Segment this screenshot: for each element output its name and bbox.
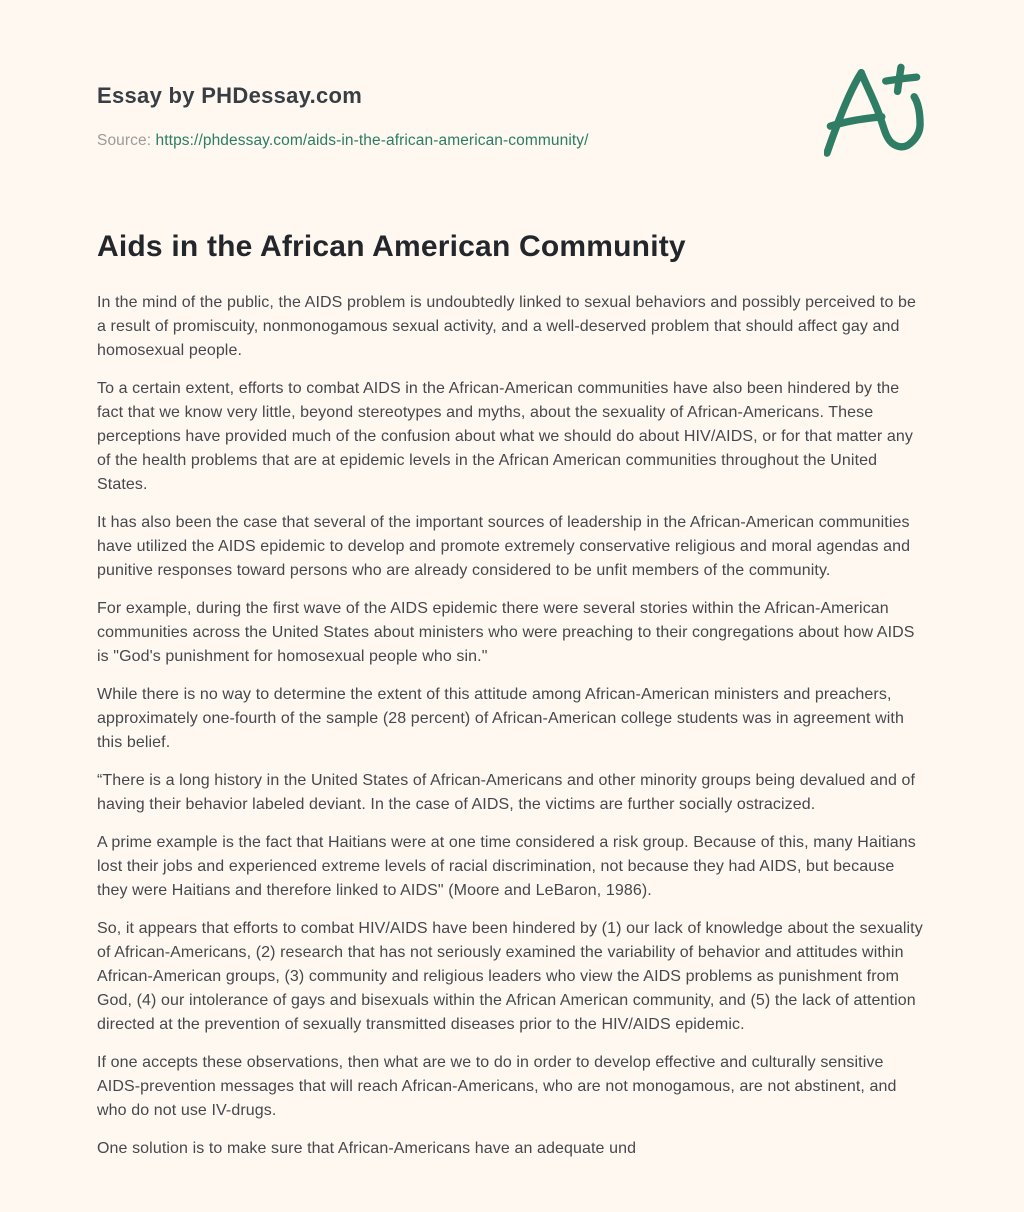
essay-paragraph: While there is no way to determine the extent of this attitude among African-American ministers and preachers, approximately one-fourth of the sample (28 percent) of African-American college students was in agreement with this belief.: [97, 686, 904, 751]
essay-paragraph: It has also been the case that several of the important sources of leadership in the African-American communities have utilized the AIDS epidemic to develop and promote extremely conservative religious and moral agendas and punitive responses toward persons who are already considered to be unfit members of the community.: [97, 514, 911, 579]
essay-title: Aids in the African American Community: [97, 230, 686, 263]
essay-body: [97, 291, 925, 1161]
essay-paragraph: In the mind of the public, the AIDS problem is undoubtedly linked to sexual behaviors and possibly perceived to be a result of promiscuity, nonmonogamous sexual activity, and a well-deserved problem that should affect gay and homosexual people.: [97, 294, 917, 359]
essay-paragraph: If one accepts these observations, then what are we to do in order to develop effective and culturally sensitive AIDS-prevention messages that will reach African-Americans, who are not monogamous, are not abstinent, and who do not use IV-drugs.: [97, 1054, 897, 1119]
source-label: Source:: [97, 132, 152, 149]
source-url-link[interactable]: https://phdessay.com/aids-in-the-african-american-community/: [155, 132, 589, 149]
essay-paragraph: One solution is to make sure that African-Americans have an adequate und: [97, 1140, 637, 1157]
essay-paragraph: So, it appears that efforts to combat HIV/AIDS have been hindered by (1) our lack of knowledge about the sexuality of African-Americans, (2) research that has not seriously examined the variability of behavior and attitudes within African-American groups, (3) community and religious leaders who view the AIDS problems as punishment from God, (4) our intolerance of gays and bisexuals within the African American community, and (5) the lack of attention directed at the prevention of sexually transmitted diseases prior to the HIV/AIDS epidemic.: [97, 920, 923, 1033]
a-plus-logo-icon: [824, 60, 924, 158]
brand-header: Essay by PHDessay.com: [97, 83, 363, 108]
essay-paragraph: To a certain extent, efforts to combat AIDS in the African-American communities have also been hindered by the fact that we know very little, beyond stereotypes and myths, about the sexuality of African-Americans. These perceptions have provided much of the confusion about what we should do about HIV/AIDS, or for that matter any of the health problems that are at epidemic levels in the African American communities throughout the United States.: [97, 380, 913, 493]
essay-paragraph: “There is a long history in the United States of African-Americans and other minority groups being devalued and of having their behavior labeled deviant. In the case of AIDS, the victims are further socially ostracized.: [97, 772, 916, 813]
essay-paragraph: A prime example is the fact that Haitians were at one time considered a risk group. Because of this, many Haitians lost their jobs and experienced extreme levels of racial discrimination, not because they had AIDS, but because they were Haitians and therefore linked to AIDS" (Moore and LeBaron, 1986).: [97, 834, 916, 899]
source-line: [97, 132, 925, 150]
essay-paragraph: For example, during the first wave of the AIDS epidemic there were several stories within the African-American communities across the United States about ministers who were preaching to their congregations about how AIDS is "God's punishment for homosexual people who sin.": [97, 600, 915, 665]
